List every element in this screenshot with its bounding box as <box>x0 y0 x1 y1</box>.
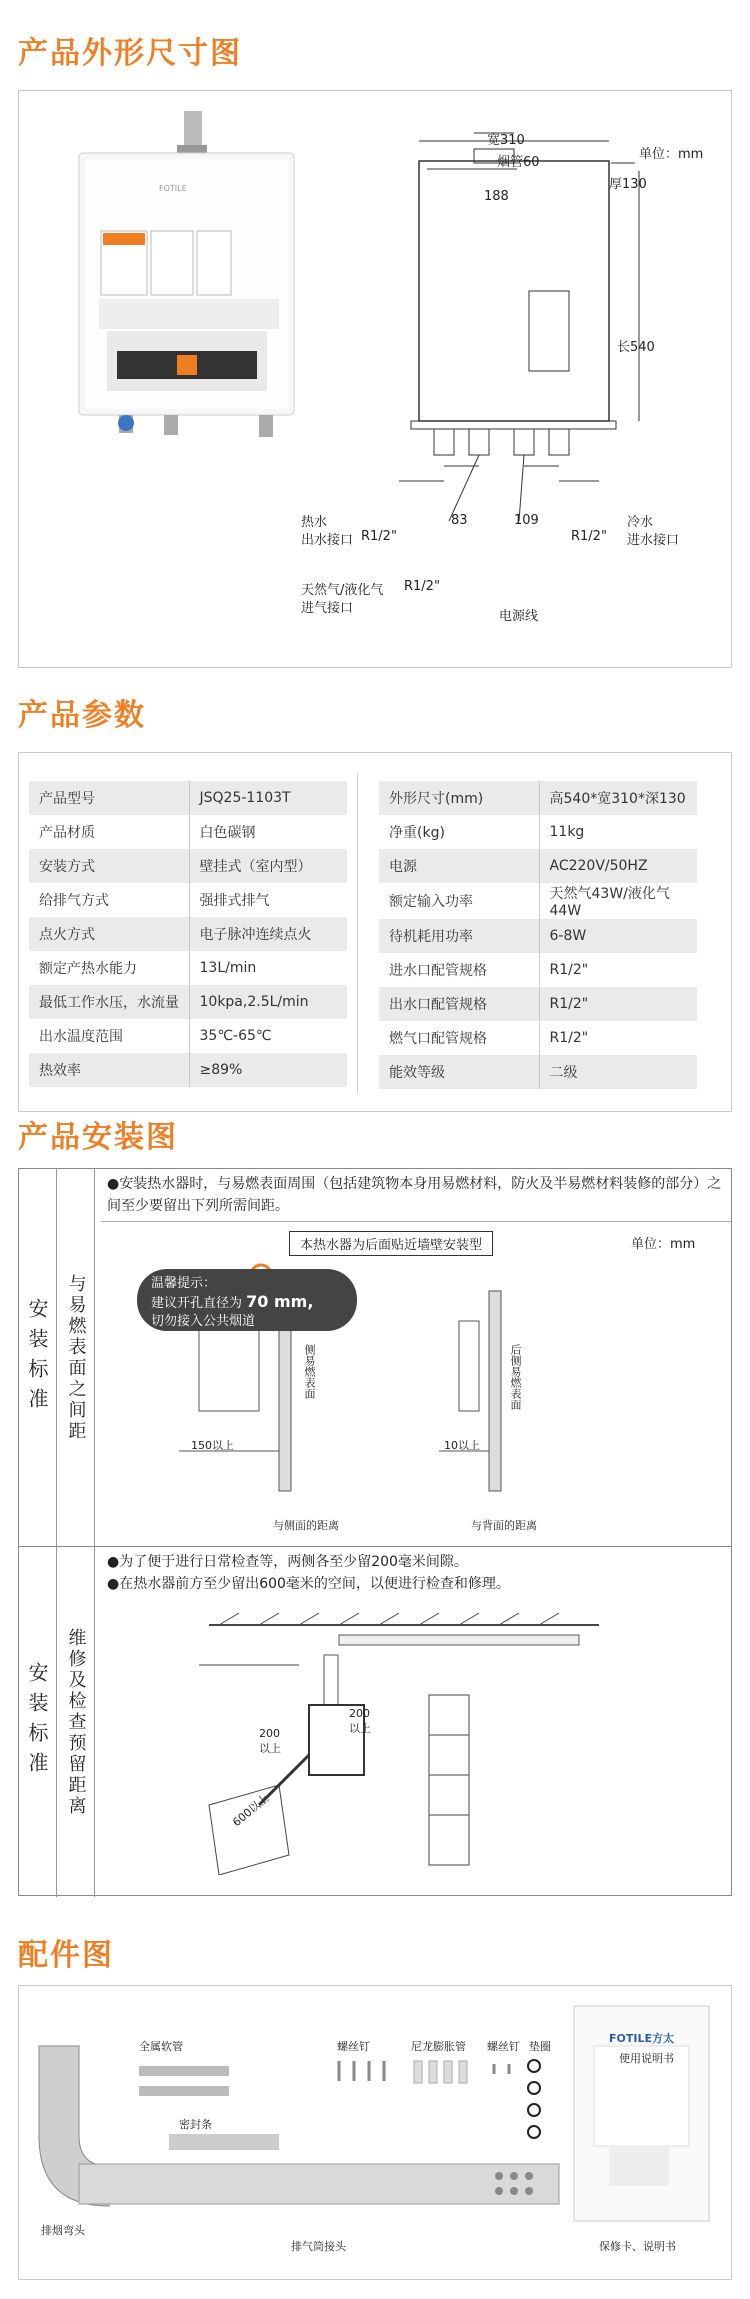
param-key: 额定产热水能力 <box>29 951 189 985</box>
param-value: 6-8W <box>539 919 697 953</box>
param-key: 能效等级 <box>379 1055 539 1089</box>
washer-label: 垫圈 <box>529 2040 551 2053</box>
param-value: 壁挂式（室内型） <box>189 849 347 883</box>
params-row <box>379 1021 697 1055</box>
cold-water-size: R1/2" <box>571 529 607 544</box>
param-key: 点火方式 <box>29 917 189 951</box>
param-value: 10kpa,2.5L/min <box>189 985 347 1019</box>
param-value: 11kg <box>539 815 697 849</box>
params-row <box>29 815 347 849</box>
params-row <box>379 953 697 987</box>
dist-back-label: 10以上 <box>444 1439 480 1452</box>
param-value: R1/2" <box>539 1021 697 1055</box>
params-row <box>379 919 697 953</box>
manual-label: 保修卡、说明书 <box>599 2240 676 2253</box>
power-label: 电源线 <box>499 609 539 624</box>
params-table-right <box>379 781 697 1089</box>
row2-label: 维修及检查预留距离 <box>65 1627 87 1817</box>
params-row <box>29 1019 347 1053</box>
spacing-a-label: 83 <box>451 513 468 528</box>
elbow-label: 排烟弯头 <box>41 2224 85 2237</box>
caption-side: 与侧面的距离 <box>273 1519 339 1532</box>
param-key: 待机耗用功率 <box>379 919 539 953</box>
param-key: 最低工作水压，水流量 <box>29 985 189 1019</box>
gas-size: R1/2" <box>404 579 440 594</box>
hot-water-label: 热水 <box>301 515 328 530</box>
gap-front-label: 600以上 <box>230 1791 272 1830</box>
param-key: 出水口配管规格 <box>379 987 539 1021</box>
hot-water-port-label: 出水接口 <box>301 533 354 548</box>
param-key: 产品型号 <box>29 781 189 815</box>
params-row <box>29 985 347 1019</box>
install-panel <box>18 1168 732 1896</box>
gas-label: 天然气/液化气 <box>301 583 384 598</box>
depth-label: 厚130 <box>609 177 647 192</box>
tip-text: 建议开孔直径为 <box>151 1296 243 1311</box>
tip-title: 温馨提示： <box>151 1276 217 1291</box>
params-row <box>29 917 347 951</box>
param-key: 净重(kg) <box>379 815 539 849</box>
param-value: 电子脉冲连续点火 <box>189 917 347 951</box>
flue-offset-label: 188 <box>484 189 509 204</box>
hose-label: 全属软管 <box>139 2040 183 2053</box>
params-row <box>29 781 347 815</box>
flue-label: 烟管60 <box>497 155 540 170</box>
anchor-label: 尼龙膨胀管 <box>411 2040 466 2053</box>
param-key: 产品材质 <box>29 815 189 849</box>
svg-text:FOTILE: FOTILE <box>159 184 187 193</box>
gap-left-label: 200 以上 <box>259 1727 281 1755</box>
accessories-title: 配件图 <box>18 1938 114 1973</box>
dimensions-title: 产品外形尺寸图 <box>18 36 242 71</box>
param-value: 强排式排气 <box>189 883 347 917</box>
side-surface-label: 侧易燃表面 <box>303 1344 316 1399</box>
param-value: AC220V/50HZ <box>539 849 697 883</box>
params-table-left <box>29 781 347 1087</box>
unit-label: 单位：mm <box>639 147 704 162</box>
hot-water-size: R1/2" <box>361 529 397 544</box>
param-key: 进水口配管规格 <box>379 953 539 987</box>
cold-water-port-label: 进水接口 <box>627 533 680 548</box>
cold-water-label: 冷水 <box>627 515 654 530</box>
param-value: 天然气43W/液化气44W <box>539 883 697 919</box>
param-value: JSQ25-1103T <box>189 781 347 815</box>
seal-label: 密封条 <box>179 2118 212 2131</box>
param-key: 额定输入功率 <box>379 883 539 919</box>
install-unit: 单位：mm <box>631 1237 696 1252</box>
manual-brand: FOTILE方太 <box>609 2032 674 2045</box>
params-row <box>29 849 347 883</box>
params-row <box>379 849 697 883</box>
row1-note: ●安装热水器时，与易燃表面周围（包括建筑物本身用易燃材料，防火及半易燃材料装修的部分）之间至少要留出下列所需间距。 <box>107 1176 722 1214</box>
param-value: R1/2" <box>539 953 697 987</box>
param-key: 出水温度范围 <box>29 1019 189 1053</box>
param-key: 燃气口配管规格 <box>379 1021 539 1055</box>
param-value: ≥89% <box>189 1053 347 1087</box>
params-panel <box>18 752 732 1112</box>
diagram-title: 本热水器为后面贴近墙壁安装型 <box>289 1231 493 1256</box>
param-value: 二级 <box>539 1055 697 1089</box>
param-key: 外形尺寸(mm) <box>379 781 539 815</box>
back-surface-label: 后侧易燃表面 <box>509 1344 522 1410</box>
params-row <box>29 1053 347 1087</box>
pipe-label: 排气筒接头 <box>291 2240 346 2253</box>
install-row-maintenance <box>19 1547 731 1897</box>
manual-sub: 使用说明书 <box>619 2052 674 2065</box>
params-row <box>379 1055 697 1089</box>
param-value: 白色碳钢 <box>189 815 347 849</box>
screw-label: 螺丝钉 <box>337 2040 370 2053</box>
dimensions-panel <box>18 90 732 668</box>
row2-side-label: 安装标准 <box>25 1662 49 1782</box>
params-row <box>379 987 697 1021</box>
gas-port-label: 进气接口 <box>301 601 354 616</box>
param-value: 高540*宽310*深130 <box>539 781 697 815</box>
params-row <box>29 883 347 917</box>
spacing-b-label: 109 <box>514 513 539 528</box>
param-key: 安装方式 <box>29 849 189 883</box>
product-photo <box>59 111 319 471</box>
tip-bubble <box>137 1269 357 1331</box>
length-label: 长540 <box>617 340 655 355</box>
gap-right-label: 200 以上 <box>349 1707 371 1735</box>
param-key: 热效率 <box>29 1053 189 1087</box>
dist-side-label: 150以上 <box>191 1439 234 1452</box>
params-row <box>379 815 697 849</box>
row2-note1: ●为了便于进行日常检查等，两侧各至少留200毫米间隙。 <box>107 1554 468 1570</box>
width-label: 宽310 <box>487 133 525 148</box>
params-row <box>379 883 697 919</box>
accessories-panel <box>18 1985 732 2280</box>
caption-back: 与背面的距离 <box>471 1519 537 1532</box>
install-row-clearance <box>19 1169 731 1547</box>
install-title: 产品安装图 <box>18 1120 178 1155</box>
row1-label: 与易燃表面之间距 <box>65 1273 87 1442</box>
row2-note2: ●在热水器前方至少留出600毫米的空间，以便进行检查和修理。 <box>107 1576 510 1592</box>
params-row <box>29 951 347 985</box>
param-value: 35℃-65℃ <box>189 1019 347 1053</box>
tip-text2: 切勿接入公共烟道 <box>151 1314 256 1329</box>
param-value: R1/2" <box>539 987 697 1021</box>
param-key: 电源 <box>379 849 539 883</box>
param-key: 给排气方式 <box>29 883 189 917</box>
param-value: 13L/min <box>189 951 347 985</box>
params-row <box>379 781 697 815</box>
screw2-label: 螺丝钉 <box>487 2040 520 2053</box>
row1-side-label: 安装标准 <box>25 1297 49 1418</box>
tip-size: 70 mm, <box>246 1292 314 1311</box>
params-title: 产品参数 <box>18 698 146 733</box>
